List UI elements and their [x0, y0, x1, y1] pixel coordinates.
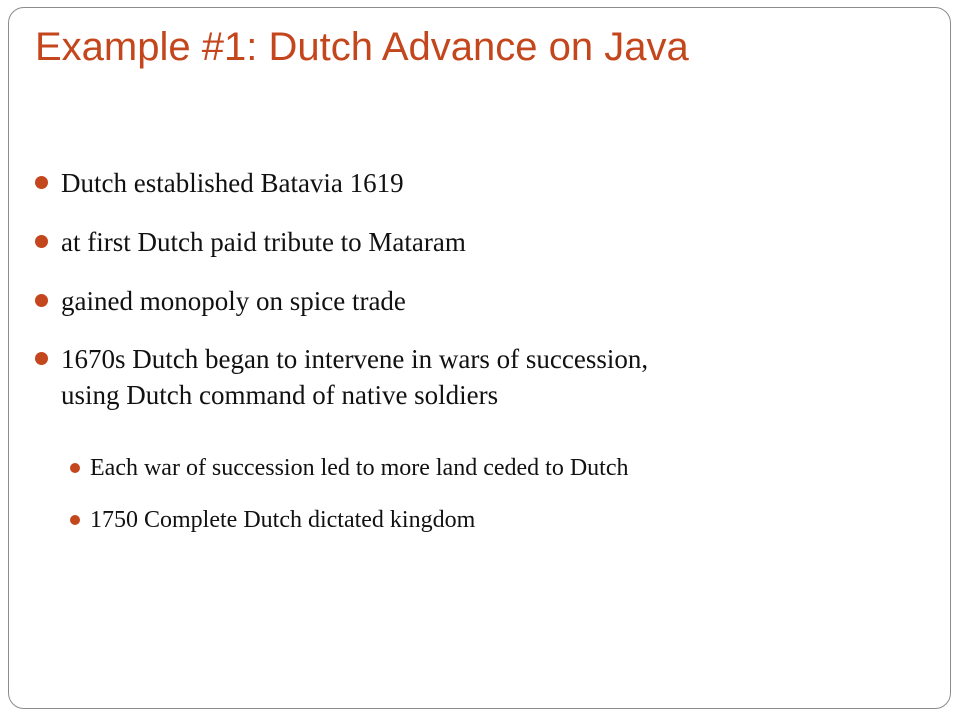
bullet-item [61, 165, 404, 201]
sub-bullet-item [90, 503, 475, 537]
bullet-dot-icon [35, 235, 48, 248]
sub-bullet-text: Each war of succession led to more land ceded to Dutch [90, 455, 629, 481]
bullet-dot-icon [35, 352, 48, 365]
bullet-item [61, 341, 648, 413]
bullet-item [61, 224, 466, 260]
bullet-text: at first Dutch paid tribute to Mataram [61, 227, 466, 257]
bullet-text: Dutch established Batavia 1619 [61, 168, 404, 198]
sub-bullet-dot-icon [70, 463, 80, 473]
bullet-item [61, 283, 406, 319]
bullet-text: gained monopoly on spice trade [61, 286, 406, 316]
bullet-text-line-2: using Dutch command of native soldiers [61, 380, 499, 410]
sub-bullet-item [90, 451, 628, 485]
bullet-dot-icon [35, 294, 48, 307]
bullet-dot-icon [35, 176, 48, 189]
slide-title: Example #1: Dutch Advance on Java [35, 25, 689, 69]
bullet-text-line-1: 1670s Dutch began to intervene in wars of succession, [61, 344, 649, 374]
sub-bullet-dot-icon [70, 515, 80, 525]
sub-bullet-text: 1750 Complete Dutch dictated kingdom [90, 507, 476, 533]
